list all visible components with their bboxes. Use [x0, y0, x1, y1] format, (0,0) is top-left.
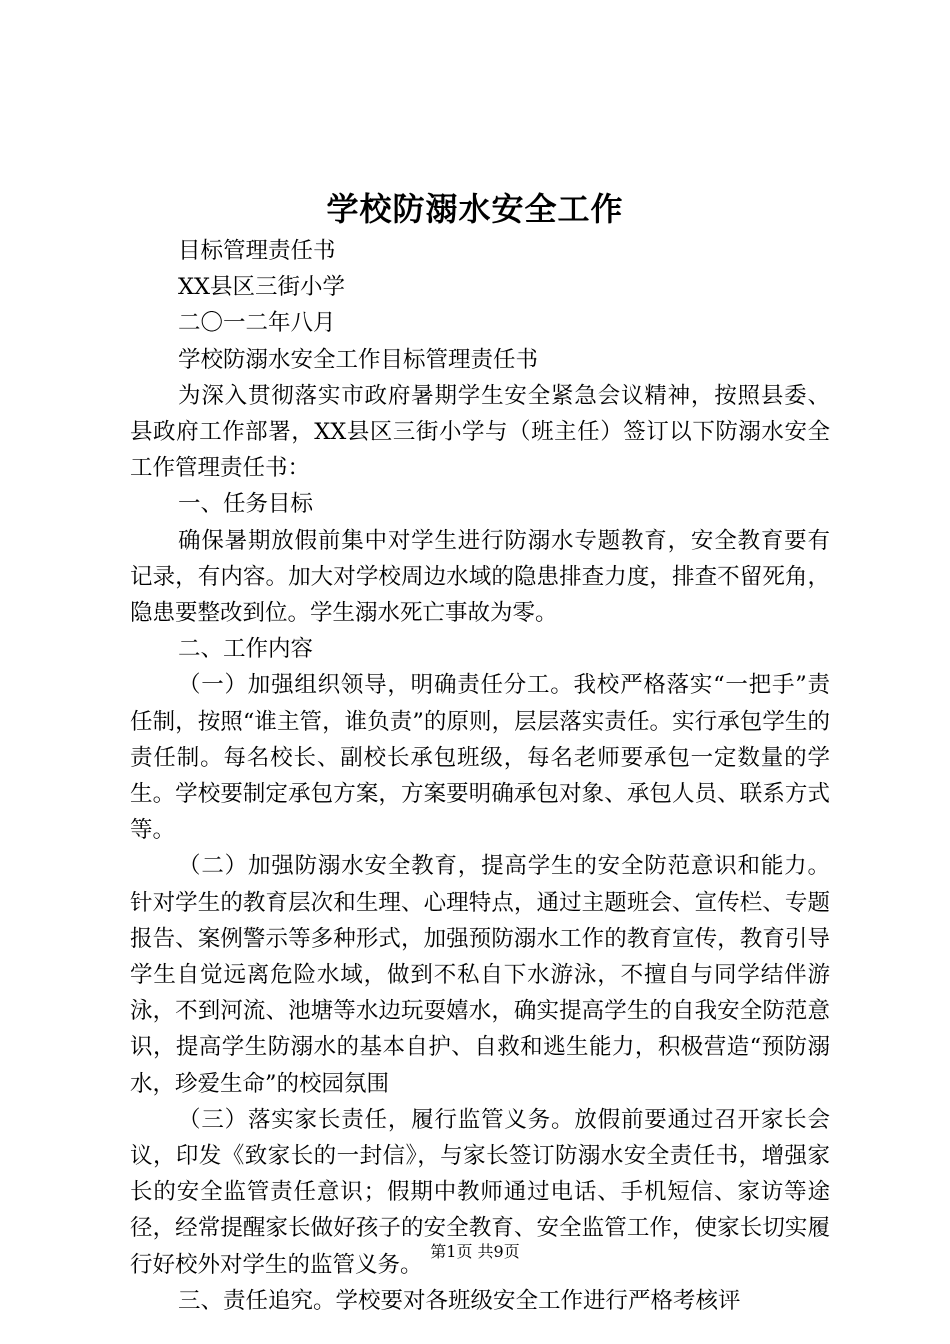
- heading-task-goals: 一、任务目标: [178, 491, 314, 518]
- work-item-2-paragraph: （二）加强防溺水安全教育，提高学生的安全防范意识和能力。针对学生的教育层次和生理、心理特点，通过主题班会、宣传栏、专题报告、案例警示等多种形式，加强预防溺水工作的教育宣传，教育引导学生自觉远离危险水域，做到不私自下水游泳，不擅自与同学结伴游泳，不到河流、池塘等水边玩耍嬉水，确实提高学生的自我安全防范意识，提高学生防溺水的基本自护、自救和逃生能力，积极营造“预防溺水，珍爱生命”的校园氛围: [130, 853, 830, 1097]
- heading-work-content: 二、工作内容: [178, 636, 314, 663]
- page-number-footer: 第1页 共9页: [430, 1242, 520, 1261]
- section-heading: 学校防溺水安全工作目标管理责任书: [178, 346, 539, 373]
- document-title: 学校防溺水安全工作: [326, 190, 624, 228]
- work-item-3-paragraph: （三）落实家长责任，履行监管义务。放假前要通过召开家长会议，印发《致家长的一封信》，与家长签订防溺水安全责任书，增强家长的安全监管责任意识；假期中教师通过电话、手机短信、家访等途径，经常提醒家长做好孩子的安全教育、安全监管工作，使家长切实履行好校外对学生的监管义务。: [130, 1106, 830, 1278]
- document-body: [130, 233, 830, 1319]
- accountability-paragraph: 三、责任追究。学校要对各班级安全工作进行严格考核评: [178, 1287, 741, 1314]
- school-name-line: XX县区三街小学: [178, 274, 346, 301]
- date-line: 二〇一二年八月: [178, 310, 336, 337]
- task-goals-paragraph: 确保暑期放假前集中对学生进行防溺水专题教育，安全教育要有记录，有内容。加大对学校周边水域的隐患排查力度，排查不留死角，隐患要整改到位。学生溺水死亡事故为零。: [130, 527, 830, 627]
- work-item-1-paragraph: （一）加强组织领导，明确责任分工。我校严格落实“一把手”责任制，按照“谁主管，谁负责”的原则，层层落实责任。实行承包学生的责任制。每名校长、副校长承包班级，每名老师要承包一定数量的学生。学校要制定承包方案，方案要明确承包对象、承包人员、联系方式等。: [130, 672, 830, 844]
- subtitle-line: 目标管理责任书: [178, 238, 336, 264]
- intro-paragraph: 为深入贯彻落实市政府暑期学生安全紧急会议精神，按照县委、县政府工作部署，XX县区三街小学与（班主任）签订以下防溺水安全工作管理责任书：: [130, 382, 830, 482]
